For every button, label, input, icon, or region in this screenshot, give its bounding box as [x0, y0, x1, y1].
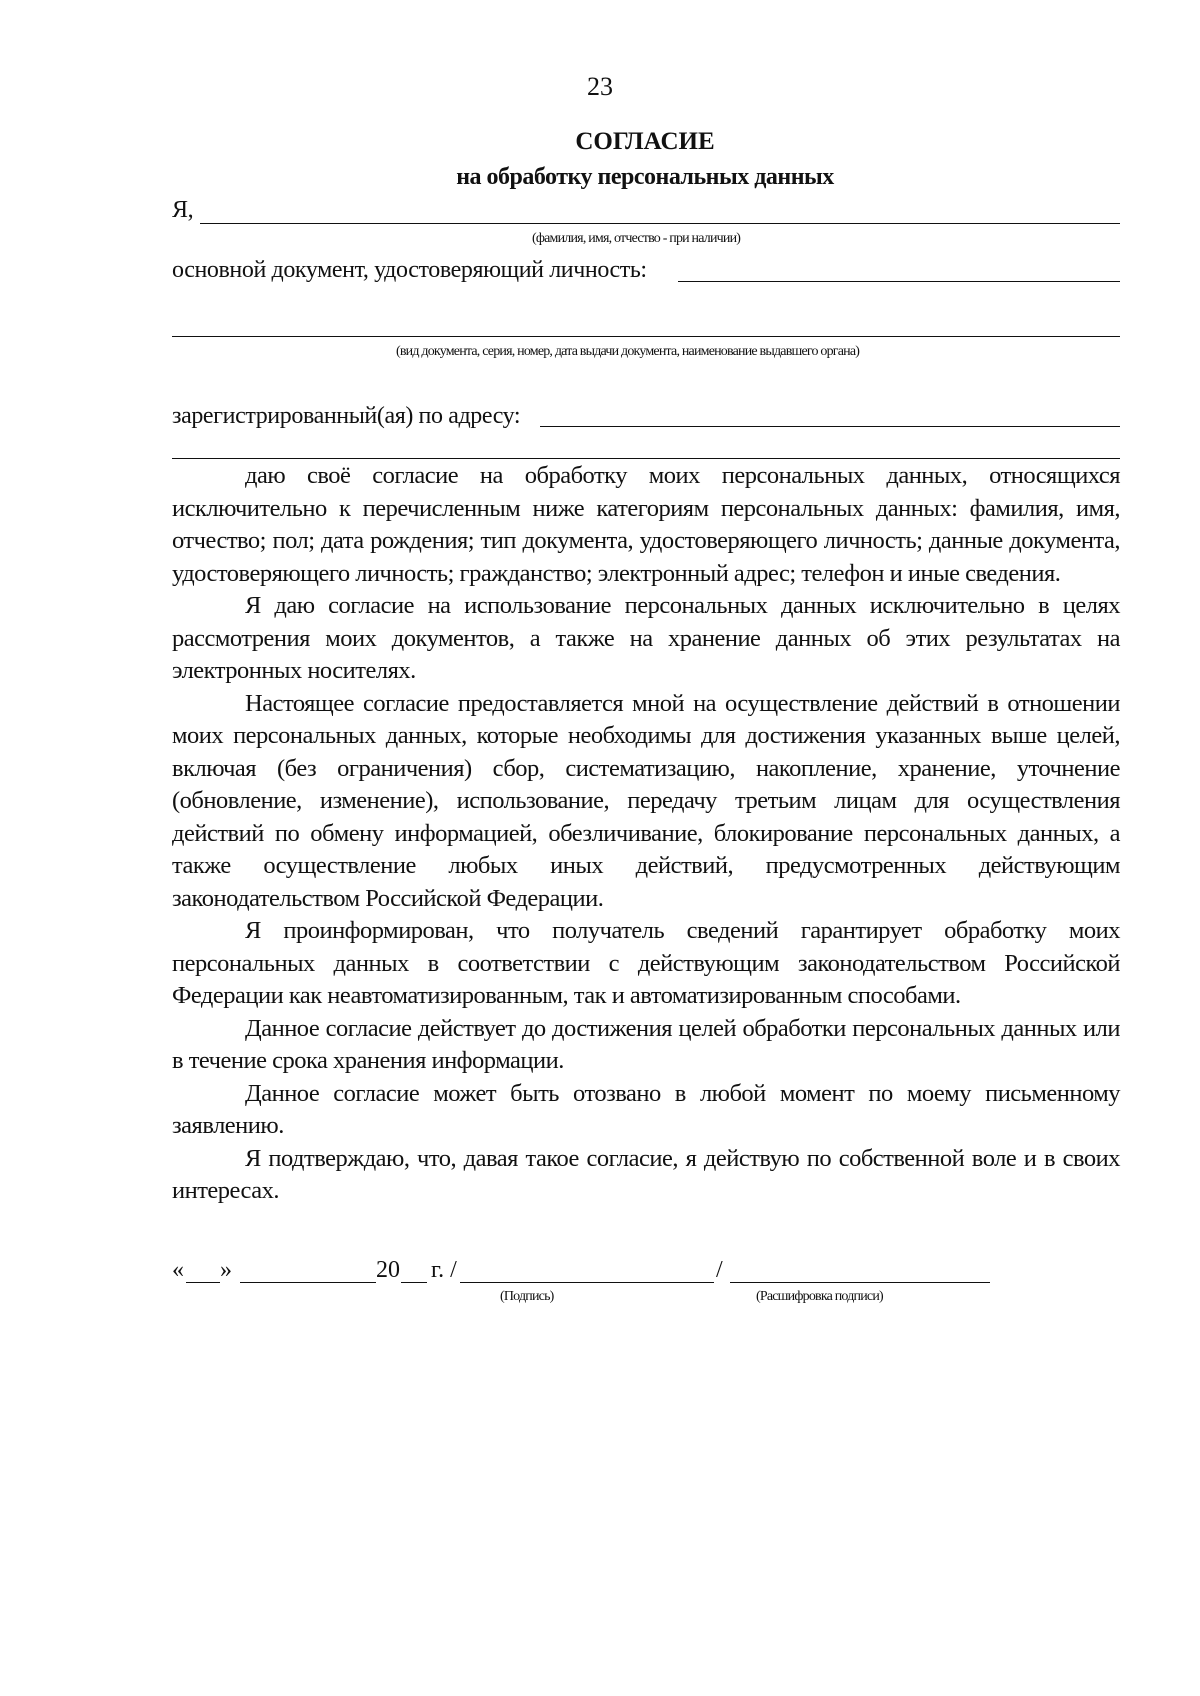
name-field-line[interactable] — [200, 223, 1120, 224]
signature-field-line[interactable] — [460, 1282, 714, 1283]
month-field-line[interactable] — [240, 1282, 376, 1283]
consent-body — [172, 460, 1120, 1208]
year-prefix: 20 — [376, 1257, 400, 1283]
name-prefix: Я, — [172, 197, 194, 223]
document-title: СОГЛАСИЕ — [575, 128, 715, 155]
day-field-line[interactable] — [186, 1282, 220, 1283]
paragraph: Данное согласие может быть отозвано в любой момент по моему письменному заявлению. — [172, 1079, 1120, 1139]
address-label: зарегистрированный(ая) по адресу: — [172, 403, 521, 429]
date-quote-open: « — [172, 1257, 184, 1283]
address-field-line[interactable] — [540, 426, 1120, 427]
signature-decoding-line[interactable] — [730, 1282, 990, 1283]
year-suffix: г. / — [431, 1257, 457, 1283]
signature-decoding-hint: (Расшифровка подписи) — [756, 1289, 883, 1304]
document-field-line-2[interactable] — [172, 336, 1120, 337]
paragraph: Данное согласие действует до достижения целей обработки персональных данных или в течение срока хранения информации. — [172, 1014, 1120, 1074]
paragraph: даю своё согласие на обработку моих персональных данных, относящихся исключительно к перечисленным ниже категориям персональных данных: фамилия, имя, отчество; пол; дата рождения; тип документа, удостоверяющего личность; данные документа, удостоверяющего личность; гражданство; электронный адрес; телефон и иные сведения. — [172, 462, 1120, 587]
year-field-line[interactable] — [401, 1282, 427, 1283]
page-number: 23 — [587, 72, 613, 101]
document-field-line[interactable] — [678, 281, 1120, 282]
signature-hint: (Подпись) — [500, 1289, 554, 1304]
address-field-line-2[interactable] — [172, 458, 1120, 459]
name-field-hint: (фамилия, имя, отчество - при наличии) — [532, 231, 741, 246]
document-field-hint: (вид документа, серия, номер, дата выдачи документа, наименование выдавшего органа) — [396, 344, 860, 359]
date-quote-close: » — [220, 1257, 232, 1283]
paragraph: Я подтверждаю, что, давая такое согласие, я действую по собственной воле и в своих интересах. — [172, 1144, 1120, 1204]
paragraph: Я проинформирован, что получатель сведений гарантирует обработку моих персональных данных в соответствии с действующим законодательством Российской Федерации как неавтоматизированным, так и автоматизированным способами. — [172, 917, 1120, 1009]
paragraph: Настоящее согласие предоставляется мной на осуществление действий в отношении моих персональных данных, которые необходимы для достижения указанных выше целей, включая (без ограничения) сбор, систематизацию, накопление, хранение, уточнение (обновление, изменение), использование, передачу третьим лицам для осуществления действий по обмену информацией, обезличивание, блокирование персональных данных, а также осуществление любых иных действий, предусмотренных действующим законодательством Российской Федерации. — [172, 689, 1120, 912]
document-subtitle: на обработку персональных данных — [456, 164, 834, 190]
document-label: основной документ, удостоверяющий личность: — [172, 257, 647, 283]
signature-separator: / — [716, 1257, 723, 1283]
paragraph: Я даю согласие на использование персональных данных исключительно в целях рассмотрения моих документов, а также на хранение данных об этих результатах на электронных носителях. — [172, 592, 1120, 684]
